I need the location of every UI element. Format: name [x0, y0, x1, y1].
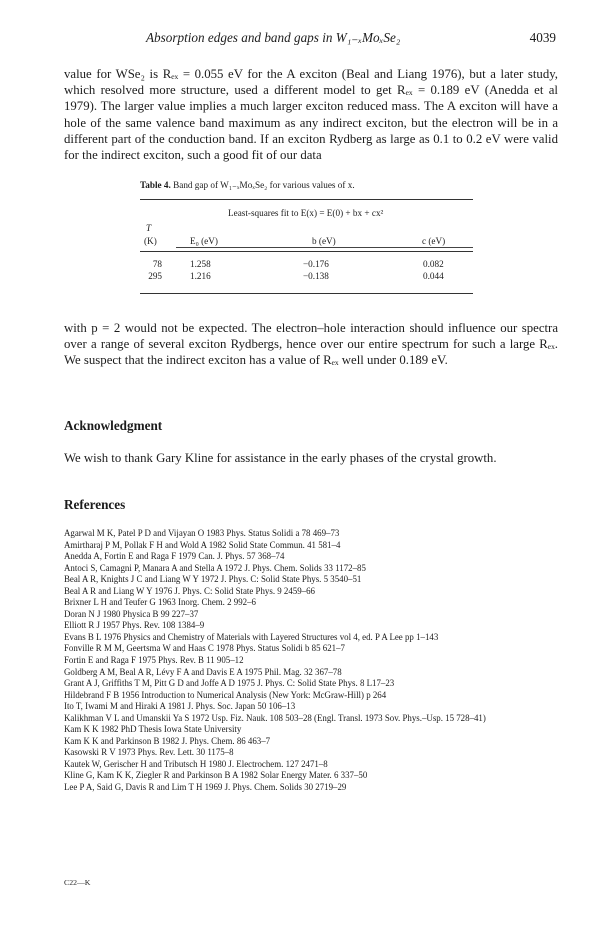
table-caption [140, 180, 473, 191]
table-label: Table 4. [140, 180, 171, 190]
reference-item: Elliott R J 1957 Phys. Rev. 108 1384–9 [64, 620, 205, 631]
reference-item: Grant A J, Griffiths T M, Pitt G D and Joffe A D 1975 J. Phys. C: Solid State Phys. 8 L17–23 [64, 678, 395, 689]
reference-item: Beal A R and Liang W Y 1976 J. Phys. C: Solid State Phys. 9 2459–66 [64, 585, 315, 596]
reference-item: Amirtharaj P M, Pollak F H and Wold A 1982 Solid State Commun. 41 581–4 [64, 539, 341, 550]
running-title: Absorption edges and band gaps in W₁₋ₓMoₓSe₂ [146, 30, 401, 45]
reference-item: Beal A R, Knights J C and Liang W Y 1972 J. Phys. C: Solid State Phys. 5 3540–51 [64, 574, 362, 585]
column-header-E0: E₀ (eV) [190, 236, 218, 246]
column-header-b: b (eV) [312, 236, 336, 246]
reference-item: Antoci S, Camagni P, Manara A and Stella A 1972 J. Phys. Chem. Solids 33 1172–85 [64, 562, 366, 573]
running-header [64, 30, 556, 48]
column-header-T: T [146, 223, 152, 233]
column-header-c: c (eV) [422, 236, 446, 246]
table-span-rule [176, 247, 473, 248]
reference-item: Fonville R M M, Geertsma W and Haas C 1978 Phys. Status Solidi b 85 621–7 [64, 643, 345, 654]
table-cell-c: 0.044 [423, 271, 444, 281]
table-caption-text: Band gap of W₁₋ₓMoₓSe₂ for various values of x. [173, 180, 355, 190]
footer-code: C22—K [64, 878, 91, 887]
table-cell-T: 78 [152, 259, 162, 269]
reference-list [64, 528, 574, 794]
reference-item: Agarwal M K, Patel P D and Vijayan O 1983 Phys. Status Solidi a 78 469–73 [64, 528, 340, 538]
table-cell-b: −0.176 [303, 259, 329, 269]
reference-item: Goldberg A M, Beal A R, Lévy F A and Davis E A 1975 Phil. Mag. 32 367–78 [64, 666, 342, 677]
table-cell-E0: 1.216 [190, 271, 211, 281]
table-4 [140, 180, 473, 299]
page-number: 4039 [529, 30, 556, 45]
reference-item: Evans B L 1976 Physics and Chemistry of Materials with Layered Structures vol 4, ed. P A Lee pp 1–143 [64, 631, 439, 642]
acknowledgment-heading: Acknowledgment [64, 418, 163, 433]
reference-item: Doran N J 1980 Physica B 99 227–37 [64, 608, 199, 619]
table-cell-b: −0.138 [303, 271, 329, 281]
table-body [140, 199, 473, 299]
column-header-K: (K) [144, 236, 157, 246]
reference-item: Lee P A, Said G, Davis R and Lim T H 1969 J. Phys. Chem. Solids 30 2719–29 [64, 782, 347, 793]
reference-item: Anedda A, Fortin E and Raga F 1979 Can. J. Phys. 57 368–74 [64, 551, 285, 562]
reference-item: Kline G, Kam K K, Ziegler R and Parkinson B A 1982 Solar Energy Mater. 6 337–50 [64, 770, 368, 781]
reference-item: Fortin E and Raga F 1975 Phys. Rev. B 11 905–12 [64, 655, 244, 666]
reference-item: Ito T, Iwami M and Hiraki A 1981 J. Phys. Soc. Japan 50 106–13 [64, 701, 296, 712]
reference-item: Kalikhman V L and Umanskii Ya S 1972 Usp. Fiz. Nauk. 108 503–28 (Engl. Transl. 1973 Sov. Phys.–Usp. 15 728–41) [64, 712, 486, 723]
fit-header: Least-squares fit to E(x) = E(0) + bx + cx² [228, 208, 384, 218]
references-heading: References [64, 497, 126, 512]
table-cell-E0: 1.258 [190, 259, 211, 269]
table-cell-T: 295 [148, 271, 162, 281]
body-paragraph-2: with p = 2 would not be expected. The electron–hole interaction should influence our spectra over a range of several exciton Rydbergs, hence over our entire spectrum for such a large Rₑₓ. We suspect that the indirect exciton has a value of Rₑₓ well under 0.189 eV. [64, 321, 558, 368]
table-header-rule [140, 251, 473, 252]
table-cell-c: 0.082 [423, 259, 444, 269]
table-top-rule [140, 199, 473, 200]
acknowledgment-text: We wish to thank Gary Kline for assistance in the early phases of the crystal growth. [64, 451, 497, 465]
reference-item: Kasowski R V 1973 Phys. Rev. Lett. 30 1175–8 [64, 747, 234, 758]
table-bottom-rule [140, 293, 473, 294]
body-paragraph-1: value for WSe₂ is Rₑₓ = 0.055 eV for the A exciton (Beal and Liang 1976), but a later study, which resolved more structure, used a different model to get Rₑₓ = 0.189 eV (Anedda et al 1979). The larger value implies a much larger exciton reduced mass. The A exciton will have a hole of the same valence band maximum as any indirect exciton, but the electron will be in a different part of the conduction band. If an exciton Rydberg as large as 0.1 to 0.2 eV were valid for the indirect exciton, such a good fit of our data [64, 67, 558, 163]
reference-item: Hildebrand F B 1956 Introduction to Numerical Analysis (New York: McGraw-Hill) p 264 [64, 689, 387, 700]
reference-item: Brixner L H and Teufer G 1963 Inorg. Chem. 2 992–6 [64, 597, 256, 608]
reference-item: Kam K K 1982 PhD Thesis Iowa State University [64, 724, 242, 735]
reference-item: Kautek W, Gerischer H and Tributsch H 1980 J. Electrochem. 127 2471–8 [64, 758, 328, 769]
reference-item: Kam K K and Parkinson B 1982 J. Phys. Chem. 86 463–7 [64, 735, 271, 746]
